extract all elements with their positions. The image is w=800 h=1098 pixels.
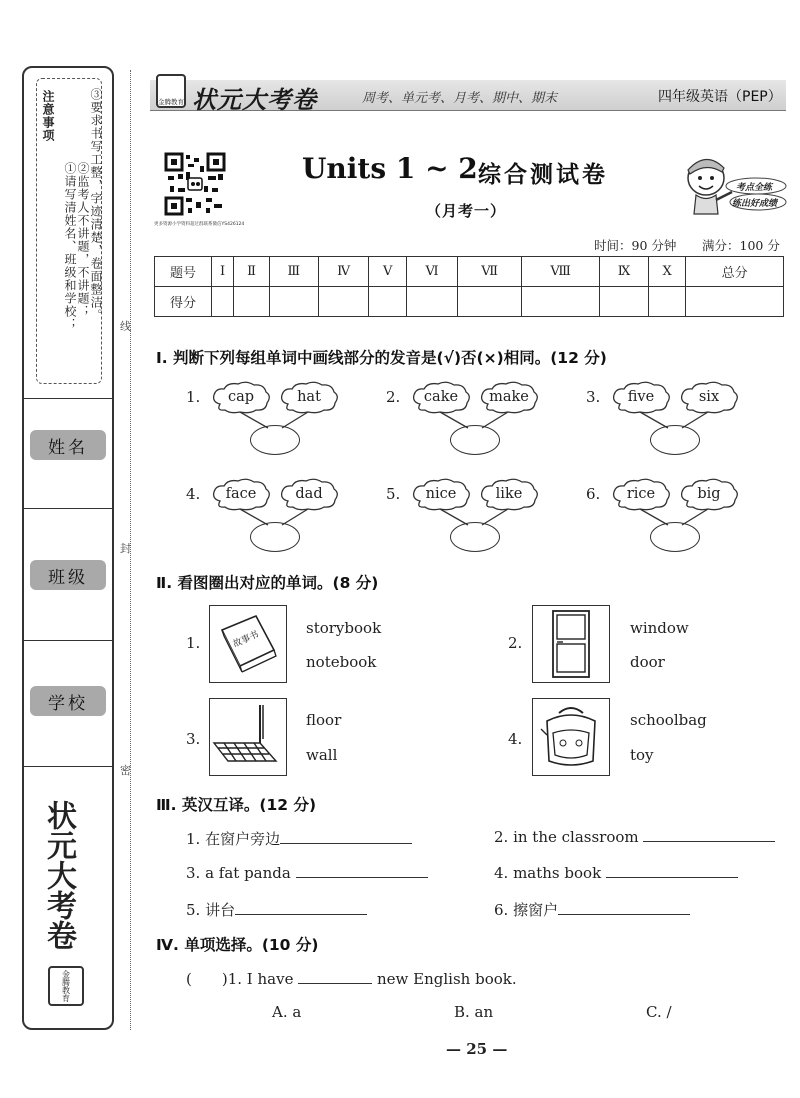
s2-item-2-image — [532, 605, 610, 683]
score-table — [154, 256, 784, 317]
s1-word: face — [225, 486, 257, 502]
score-cell[interactable] — [318, 287, 369, 317]
answer-blank[interactable] — [558, 914, 690, 915]
s2-item-4-number: 4. — [508, 730, 523, 748]
s1-word-cloud — [478, 380, 540, 414]
s3-item-4: 4. maths book — [494, 864, 738, 882]
time-limit: 时间：90 分钟 — [594, 238, 677, 253]
page-number: — 25 — — [446, 1040, 508, 1058]
book-cover-text: 故事书 — [231, 629, 261, 650]
score-cell[interactable] — [522, 287, 600, 317]
grade-subject: 四年级英语（PEP） — [658, 89, 782, 105]
table-cell: Ⅶ — [457, 257, 521, 287]
answer-paren[interactable]: ( ) — [186, 970, 228, 988]
s1-word: dad — [295, 486, 323, 502]
table-cell: Ⅷ — [522, 257, 600, 287]
s4-question-1: ( )1. I have new English book. — [186, 970, 517, 988]
s1-word-cloud — [678, 380, 740, 414]
s1-item-number: 5. — [386, 485, 401, 503]
class-label: 班级 — [30, 560, 106, 590]
strip-divider — [24, 398, 112, 399]
exam-types: 周考、单元考、月考、期中、期末 — [362, 91, 558, 106]
qr-code — [164, 152, 226, 216]
table-cell: Ⅱ — [234, 257, 270, 287]
score-cell[interactable] — [234, 287, 270, 317]
s2-item-2-option-2[interactable]: door — [630, 653, 665, 671]
s1-word-cloud — [478, 477, 540, 511]
mascot-caption-1: 考点全练 — [736, 183, 773, 193]
notes-title: 注意事项 — [41, 90, 55, 142]
strip-divider — [24, 508, 112, 509]
s1-answer-oval[interactable] — [650, 522, 700, 552]
s2-item-1-option-1[interactable]: storybook — [306, 619, 382, 637]
brand-vertical: 状元大考卷 — [41, 800, 76, 950]
s2-item-1-image — [209, 605, 287, 683]
full-marks: 满分：100 分 — [702, 238, 780, 253]
qr-caption: 更多资源小学资料超过群联系微信YS426124 — [154, 222, 245, 227]
s1-word: hat — [297, 389, 321, 405]
cut-mark-line: 线 — [120, 320, 131, 333]
door-icon — [533, 606, 608, 681]
brand-logo-small: 金腾教育 — [48, 966, 84, 1006]
table-cell: Ⅲ — [269, 257, 318, 287]
s1-word-cloud — [210, 380, 272, 414]
s1-word-cloud — [678, 477, 740, 511]
s2-item-1-option-2[interactable]: notebook — [306, 653, 377, 671]
s2-item-3-image — [209, 698, 287, 776]
score-table-header-row — [155, 257, 784, 287]
table-cell: Ⅹ — [649, 257, 686, 287]
s1-item-number: 4. — [186, 485, 201, 503]
s3-item-5: 5. 讲台 — [186, 899, 367, 920]
answer-blank[interactable] — [643, 841, 775, 842]
table-cell: Ⅰ — [212, 257, 234, 287]
s1-word: six — [698, 389, 720, 405]
s1-word-cloud — [410, 380, 472, 414]
note-2: ②监考人不讲题，不讲题； — [76, 162, 90, 318]
mascot-caption-2: 练出好成绩 — [732, 199, 778, 209]
s1-item-number: 1. — [186, 388, 201, 406]
s2-item-3-number: 3. — [186, 730, 201, 748]
header-logo: 金腾教育 — [156, 74, 186, 108]
score-cell[interactable] — [457, 287, 521, 317]
s1-answer-oval[interactable] — [650, 425, 700, 455]
s2-item-4-option-1[interactable]: schoolbag — [630, 711, 707, 729]
s1-answer-oval[interactable] — [250, 522, 300, 552]
score-cell[interactable] — [600, 287, 649, 317]
answer-blank[interactable] — [298, 983, 372, 984]
table-cell: Ⅴ — [369, 257, 407, 287]
cut-mark-seal: 封 — [120, 542, 131, 555]
s1-answer-oval[interactable] — [450, 425, 500, 455]
section-1-title: Ⅰ. 判断下列每组单词中画线部分的发音是(√)否(×)相同。(12 分) — [156, 349, 607, 367]
s4-q1-option-a[interactable]: A. a — [272, 1003, 302, 1021]
score-cell[interactable] — [369, 287, 407, 317]
score-table-score-row — [155, 287, 784, 317]
s1-word-cloud — [410, 477, 472, 511]
s3-item-1: 1. 在窗户旁边 — [186, 828, 412, 849]
s1-item-number: 2. — [386, 388, 401, 406]
s1-word: like — [495, 486, 523, 502]
answer-blank[interactable] — [606, 877, 738, 878]
s1-item-number: 6. — [586, 485, 601, 503]
title-units: Units 1 ~ 2 — [302, 152, 478, 185]
s1-answer-oval[interactable] — [450, 522, 500, 552]
s2-item-1-number: 1. — [186, 634, 201, 652]
s1-word: big — [697, 486, 721, 502]
title-cn: 综合测试卷 — [478, 161, 608, 188]
table-cell: Ⅸ — [600, 257, 649, 287]
s1-word-cloud — [610, 380, 672, 414]
s4-q1-option-b[interactable]: B. an — [454, 1003, 494, 1021]
answer-blank[interactable] — [296, 877, 428, 878]
s1-word: cap — [227, 389, 255, 405]
note-1: ①请写清姓名、班级和学校； — [63, 162, 77, 331]
s1-word-cloud — [210, 477, 272, 511]
score-cell[interactable] — [649, 287, 686, 317]
strip-divider — [24, 640, 112, 641]
s2-item-3-option-2[interactable]: wall — [306, 746, 338, 764]
s2-item-3-option-1[interactable]: floor — [306, 711, 342, 729]
table-cell: Ⅳ — [318, 257, 369, 287]
s3-item-6: 6. 擦窗户 — [494, 899, 690, 920]
name-label: 姓名 — [30, 430, 106, 460]
s1-answer-oval[interactable] — [250, 425, 300, 455]
answer-blank[interactable] — [235, 914, 367, 915]
s2-item-2-number: 2. — [508, 634, 523, 652]
s1-word-cloud — [610, 477, 672, 511]
strip-divider — [24, 766, 112, 767]
s1-word-cloud — [278, 380, 340, 414]
table-cell: 总分 — [686, 257, 784, 287]
s2-item-4-image — [532, 698, 610, 776]
section-2-title: Ⅱ. 看图圈出对应的单词。(8 分) — [156, 574, 379, 592]
s1-word: make — [489, 389, 529, 405]
table-cell: 题号 — [155, 257, 212, 287]
s1-word-cloud — [278, 477, 340, 511]
s1-word: cake — [423, 389, 459, 405]
score-cell[interactable] — [269, 287, 318, 317]
s2-item-4-option-2[interactable]: toy — [630, 746, 654, 764]
s1-word: nice — [425, 486, 457, 502]
schoolbag-icon — [533, 699, 608, 774]
school-label: 学校 — [30, 686, 106, 716]
table-cell: 得分 — [155, 287, 212, 317]
section-3-title: Ⅲ. 英汉互译。(12 分) — [156, 796, 317, 814]
section-4-title: Ⅳ. 单项选择。(10 分) — [156, 936, 319, 954]
note-3: ③要求书写工整，字迹清楚，卷面整洁。 — [89, 88, 103, 322]
s1-word: five — [627, 389, 655, 405]
s2-item-2-option-1[interactable]: window — [630, 619, 689, 637]
answer-blank[interactable] — [280, 843, 412, 844]
score-cell[interactable] — [212, 287, 234, 317]
title-sub: （月考一） — [426, 202, 507, 220]
s3-item-3: 3. a fat panda — [186, 864, 428, 882]
cut-mark-secret: 密 — [120, 764, 131, 777]
score-cell[interactable] — [686, 287, 784, 317]
floor-icon — [210, 699, 285, 774]
s1-item-number: 3. — [586, 388, 601, 406]
s1-word: rice — [626, 486, 656, 502]
s3-item-2: 2. in the classroom — [494, 828, 775, 846]
header-brand: 状元大考卷 — [192, 86, 317, 114]
s4-q1-option-c[interactable]: C. / — [646, 1003, 672, 1021]
table-cell: Ⅵ — [407, 257, 458, 287]
score-cell[interactable] — [407, 287, 458, 317]
